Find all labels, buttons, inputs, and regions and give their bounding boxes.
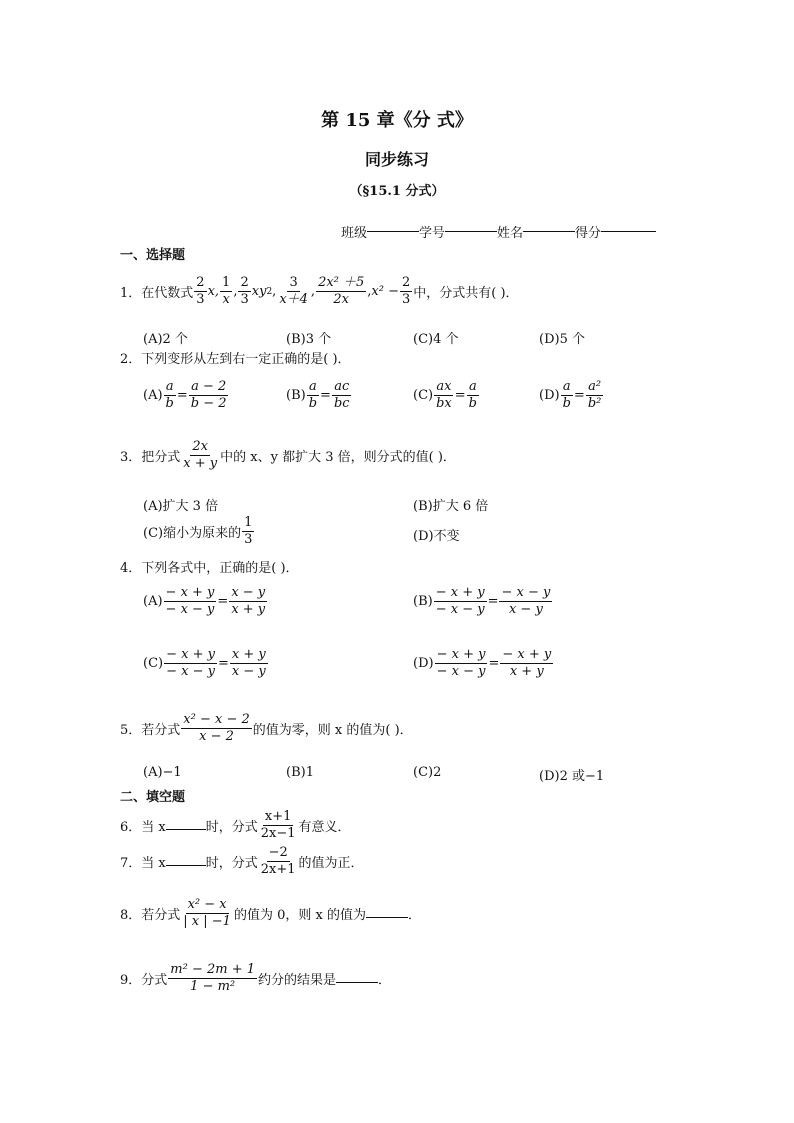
fraction: 2x² ＋5 2x: [318, 275, 365, 308]
question-text: 分式: [141, 973, 168, 989]
question-8: 8． 若分式 x² − x | x | −1 的值为 0，则 x 的值为 ．: [120, 897, 421, 930]
fraction: $\frac{2}{3}$: [402, 275, 411, 308]
question-number: 8．: [120, 908, 142, 924]
question-number: 2．: [120, 352, 142, 367]
q4-option-b[interactable]: (B) $\frac{- x + y}{- x - y}$ = $\frac{- x - y}{x - y}$: [413, 585, 551, 618]
section-fill-in: 二、填空题: [120, 790, 186, 805]
q1-option-c[interactable]: (C)4 个: [413, 332, 459, 347]
question-number: 3．: [120, 450, 142, 466]
question-text: 下列变形从左到右一定正确的是( )．: [141, 352, 351, 367]
fraction: x+1 2x−1: [260, 809, 296, 842]
score-blank[interactable]: [601, 231, 656, 232]
q4-option-c[interactable]: (C) $\frac{- x + y}{- x - y}$ = $\frac{x + y}{x - y}$: [143, 647, 266, 680]
name-blank[interactable]: [523, 231, 575, 232]
question-6: 6． 当 x 时，分式 x+1 2x−1 有意义．: [120, 809, 351, 842]
class-label: 班级: [341, 226, 368, 241]
page-title: 第 15 章《分 式》: [321, 110, 473, 131]
fraction: 2x x + y: [183, 439, 218, 472]
question-number: 7．: [120, 856, 142, 872]
q3-option-c[interactable]: (C)缩小为原来的 1 3: [143, 515, 253, 548]
question-text: 若分式: [141, 908, 181, 924]
section-reference: （§15.1 分式）: [349, 184, 445, 199]
question-text: 在代数式: [141, 286, 194, 302]
q4-option-d[interactable]: (D) $\frac{- x + y}{- x - y}$ = $\frac{- x + y}{x + y}$: [413, 647, 552, 680]
question-5: 5． 若分式 x² − x − 2 x − 2 的值为零，则 x 的值为( )．: [120, 712, 413, 745]
question-4: [120, 557, 299, 576]
q5-option-b[interactable]: (B)1: [286, 765, 314, 780]
question-number: 4．: [120, 561, 142, 576]
q1-option-d[interactable]: (D)5 个: [539, 332, 585, 347]
question-9: 9． 分式 m² − 2m + 1 1 − m² 约分的结果是 ．: [120, 962, 392, 995]
question-text: 下列各式中，正确的是( )．: [141, 561, 299, 576]
question-2: [120, 348, 351, 367]
fraction: x² − x − 2 x − 2: [183, 712, 250, 745]
question-text: 当 x: [141, 856, 166, 872]
q4-option-a[interactable]: (A) $\frac{- x + y}{- x - y}$ = $\frac{x - y}{x + y}$: [143, 585, 266, 618]
q5-option-d[interactable]: (D)2 或−1: [539, 769, 605, 784]
question-text: 把分式: [141, 450, 181, 466]
q3-option-a[interactable]: (A)扩大 3 倍: [143, 499, 219, 514]
question-text: 当 x: [141, 820, 166, 836]
q2-option-c[interactable]: (C) $\frac{ax}{bx}$ = $\frac{a}{b}$: [413, 379, 477, 412]
q9-answer-blank[interactable]: [336, 982, 378, 983]
q7-answer-blank[interactable]: [166, 865, 206, 866]
student-info-line: [341, 222, 656, 241]
class-blank[interactable]: [367, 231, 419, 232]
student-id-label: 学号: [419, 226, 446, 241]
fraction: x² − x | x | −1: [183, 897, 231, 930]
q3-option-b[interactable]: (B)扩大 6 倍: [413, 499, 489, 514]
question-1: 1． 在代数式 2 3 x, 1 x , 2 3 xy 2 , 3 x＋4 , 2x² ＋5 2x , x² − $\frac{2}{3}$ 中，分式共有( )．: [120, 275, 519, 308]
fraction: −2 2x+1: [260, 845, 296, 878]
q2-option-a[interactable]: (A) $\frac{a}{b}$ = $\frac{a - 2}{b - 2}$: [143, 379, 227, 412]
q1-option-b[interactable]: (B)3 个: [286, 332, 332, 347]
fraction: 3 x＋4: [279, 275, 308, 308]
page-subtitle: 同步练习: [364, 150, 429, 169]
score-label: 得分: [575, 226, 602, 241]
question-number: 6．: [120, 820, 142, 836]
q6-answer-blank[interactable]: [166, 829, 206, 830]
question-3: 3． 把分式 2x x + y 中的 x、y 都扩大 3 倍，则分式的值( )．: [120, 439, 456, 472]
fraction: m² − 2m + 1 1 − m²: [170, 962, 256, 995]
name-label: 姓名: [497, 226, 524, 241]
fraction: 2 3: [196, 275, 205, 308]
question-7: 7． 当 x 时，分式 −2 2x+1 的值为正．: [120, 845, 364, 878]
q8-answer-blank[interactable]: [366, 917, 408, 918]
q2-option-b[interactable]: (B) $\frac{a}{b}$ = $\frac{ac}{bc}$: [286, 379, 350, 412]
question-text: 若分式: [141, 723, 181, 739]
fraction: 2 3: [240, 275, 249, 308]
question-number: 9．: [120, 973, 142, 989]
q5-option-c[interactable]: (C)2: [413, 765, 442, 780]
question-number: 5．: [120, 723, 142, 739]
fraction: 1 x: [222, 275, 231, 308]
student-id-blank[interactable]: [445, 231, 497, 232]
q2-option-d[interactable]: (D) $\frac{a}{b}$ = $\frac{\text{a²}}{\text{b²}}$: [539, 379, 602, 412]
q3-option-d[interactable]: (D)不变: [413, 529, 460, 544]
section-multiple-choice: 一、选择题: [120, 248, 186, 263]
q5-option-a[interactable]: (A)−1: [143, 765, 182, 780]
q1-option-a[interactable]: (A)2 个: [143, 332, 188, 347]
question-number: 1．: [120, 286, 142, 302]
